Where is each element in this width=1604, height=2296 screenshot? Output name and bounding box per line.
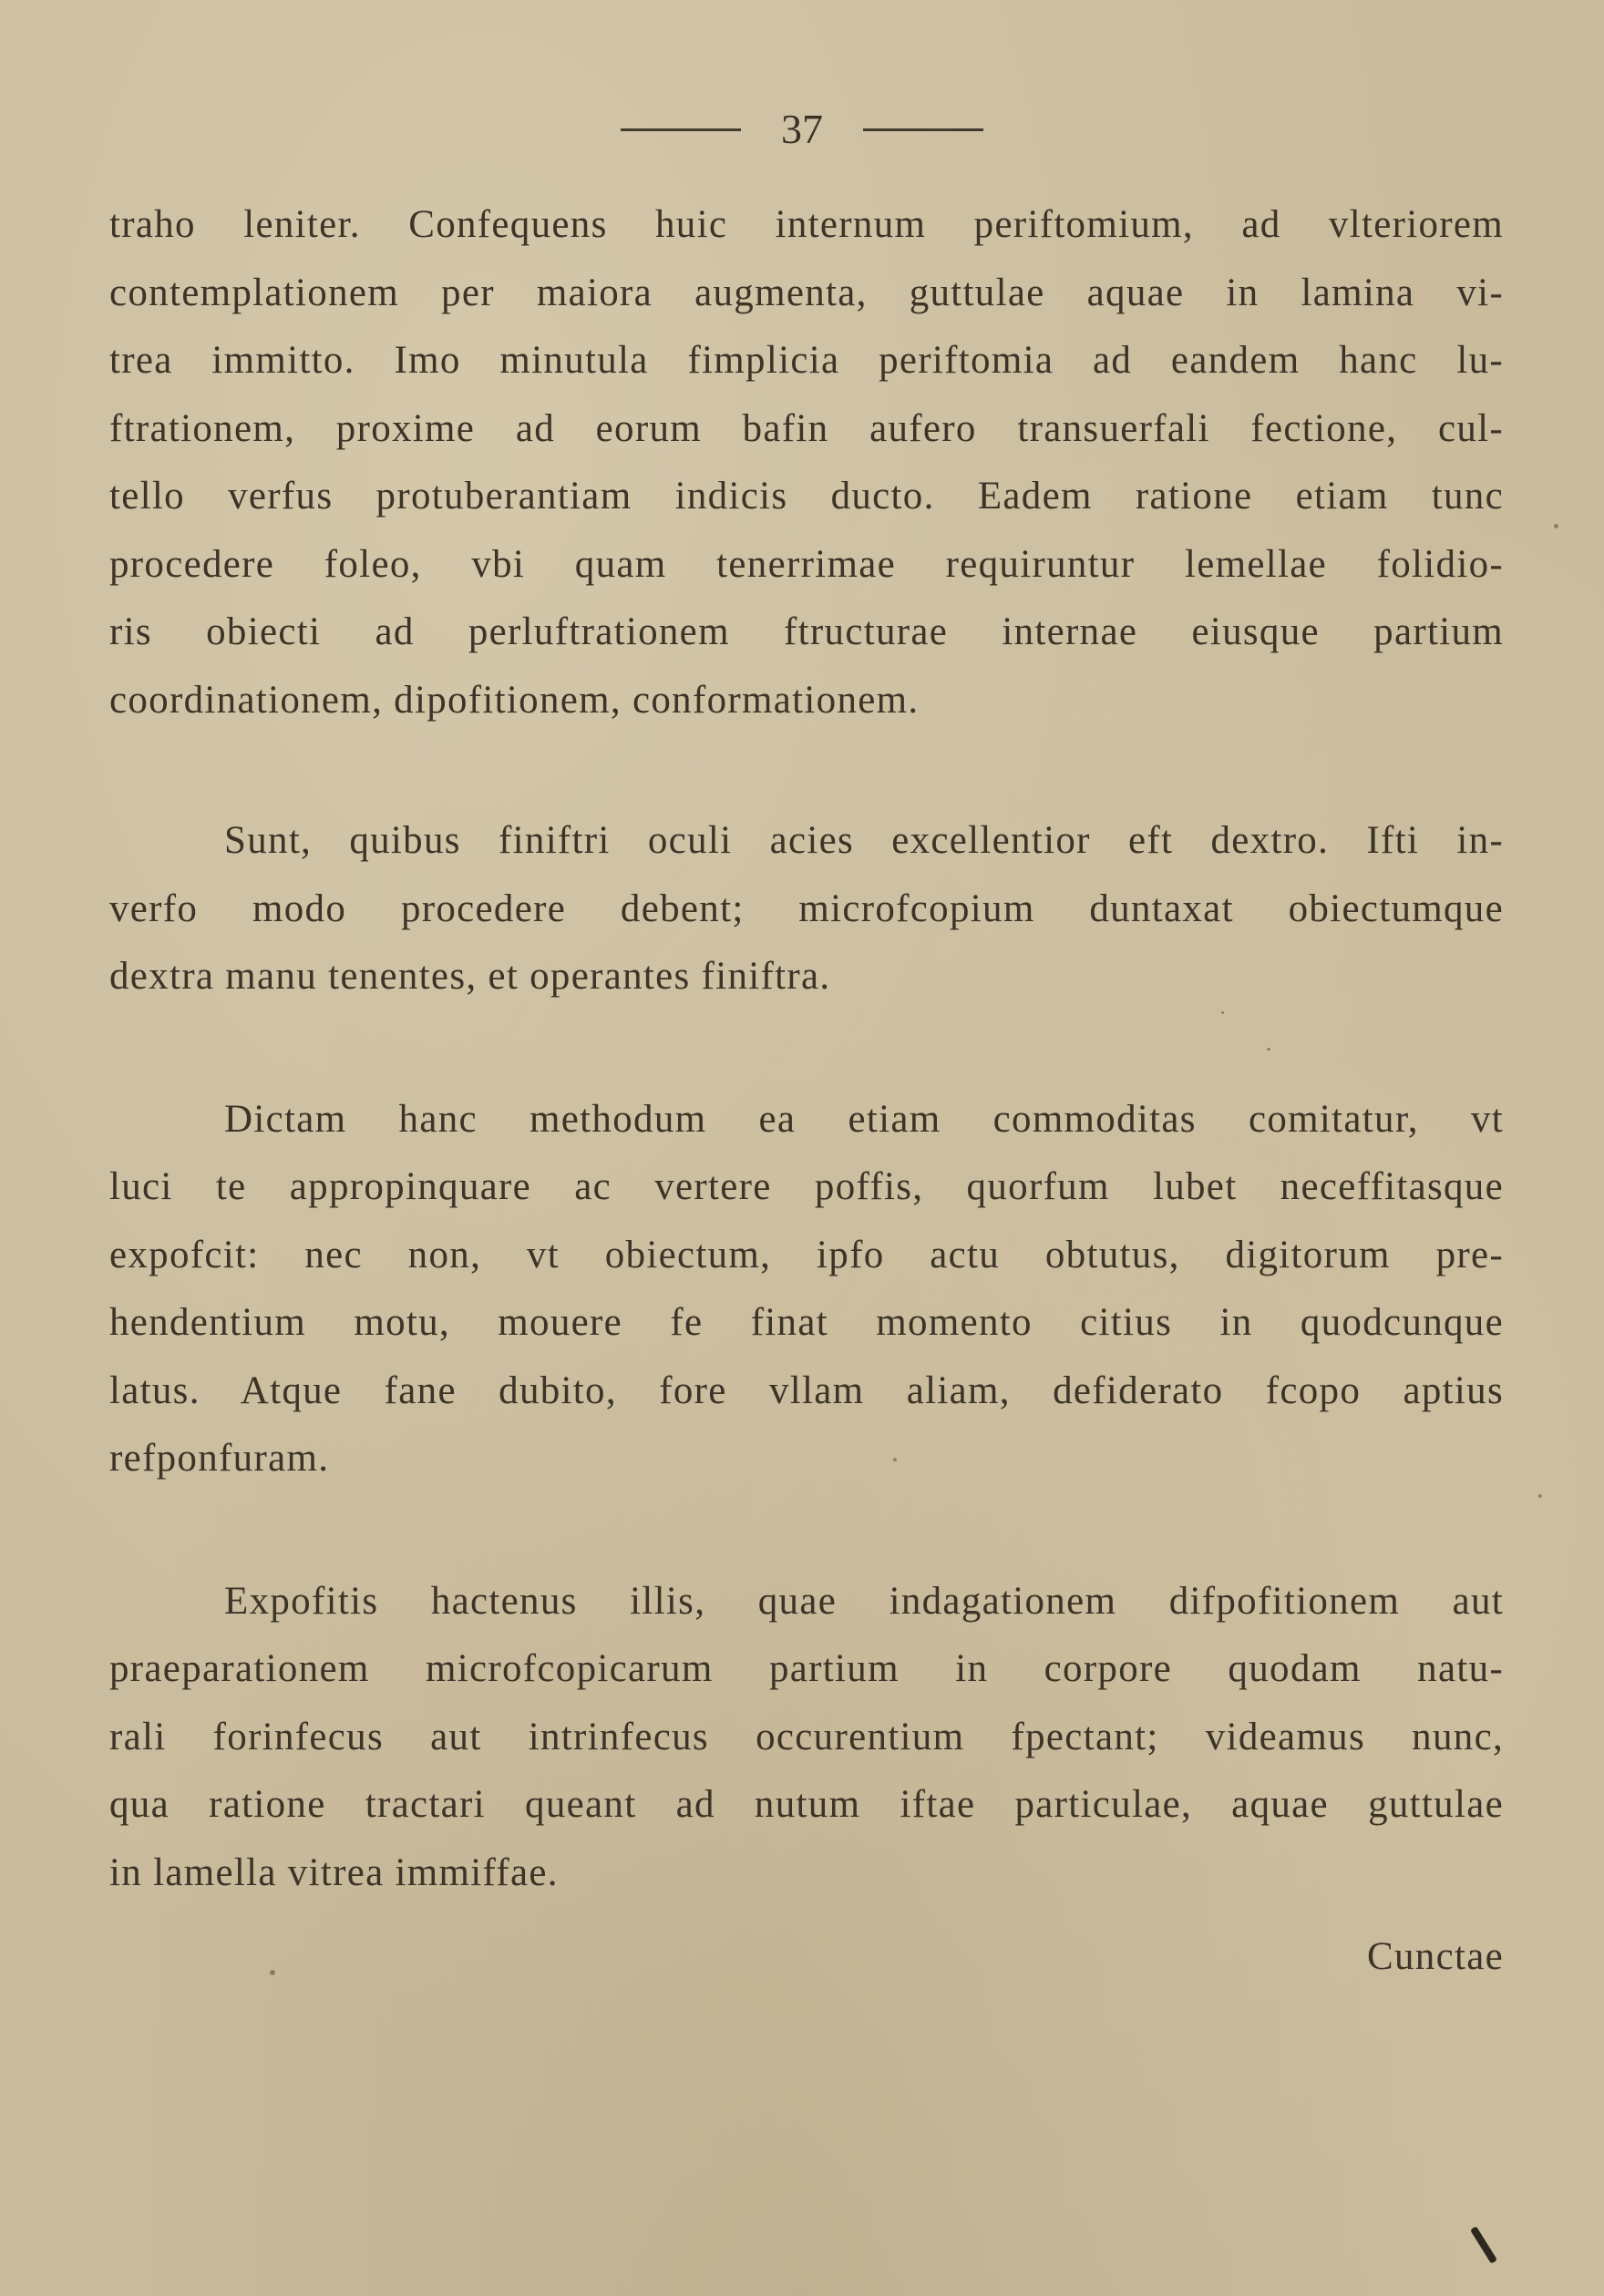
paragraph-1 — [109, 191, 1504, 734]
paragraph-3 — [109, 1086, 1504, 1493]
text-line: tello verfus protuberantiam indicis ducto. Eadem ratione etiam tunc — [109, 475, 1504, 518]
paragraph-2 — [109, 807, 1504, 1011]
body-text — [109, 191, 1504, 1907]
text-line: Sunt, quibus finiftri oculi acies excellentior eft dextro. Ifti in- — [224, 819, 1504, 862]
paper-speck — [1554, 524, 1558, 528]
text-line: ftrationem, proxime ad eorum bafin aufero transuerfali fectione, cul- — [109, 406, 1504, 450]
paper-speck — [1538, 1494, 1542, 1498]
text-line: praeparationem microfcopicarum partium in corpore quodam natu- — [109, 1647, 1504, 1690]
text-line: trea immitto. Imo minutula fimplicia periftomia ad eandem hanc lu- — [109, 339, 1504, 382]
text-line: procedere foleo, vbi quam tenerrimae requiruntur lemellae folidio- — [109, 542, 1504, 586]
text-line: expofcit: nec non, vt obiectum, ipfo actu obtutus, digitorum pre- — [109, 1233, 1504, 1276]
header-rule-left — [621, 128, 741, 131]
catchword: Cunctae — [1367, 1935, 1504, 1978]
text-line: qua ratione tractari queant ad nutum iftae particulae, aquae guttulae — [109, 1783, 1504, 1826]
paper-speck — [893, 1458, 897, 1461]
ink-mark — [1470, 2226, 1497, 2264]
text-line: traho leniter. Confequens huic internum periftomium, ad vlteriorem — [109, 203, 1504, 246]
text-line: ris obiecti ad perluftrationem ftructurae internae eiusque partium — [109, 610, 1504, 653]
text-line: luci te appropinquare ac vertere poffis, quorfum lubet neceffitasque — [109, 1165, 1504, 1208]
text-line: coordinationem, dipofitionem, conformationem. — [109, 678, 920, 722]
text-line: refponfuram. — [109, 1437, 330, 1480]
paper-speck — [1267, 1048, 1270, 1051]
text-line: rali forinfecus aut intrinfecus occurentium fpectant; videamus nunc, — [109, 1715, 1504, 1758]
running-head — [0, 102, 1604, 157]
paragraph-4 — [109, 1568, 1504, 1908]
text-line: latus. Atque fane dubito, fore vllam aliam, defiderato fcopo aptius — [109, 1368, 1504, 1412]
text-line: hendentium motu, mouere fe finat momento citius in quodcunque — [109, 1301, 1504, 1344]
header-rule-right — [863, 128, 983, 131]
page-number: 37 — [781, 106, 823, 152]
text-line: contemplationem per maiora augmenta, guttulae aquae in lamina vi- — [109, 271, 1504, 314]
text-line: Dictam hanc methodum ea etiam commoditas comitatur, vt — [224, 1097, 1504, 1141]
paper-speck — [270, 1970, 275, 1975]
paper-speck — [1221, 1011, 1224, 1014]
text-line: in lamella vitrea immiffae. — [109, 1850, 559, 1894]
text-line: Expofitis hactenus illis, quae indagationem difpofitionem aut — [224, 1579, 1504, 1623]
text-line: verfo modo procedere debent; microfcopium duntaxat obiectumque — [109, 887, 1504, 930]
text-line: dextra manu tenentes, et operantes finiftra. — [109, 955, 831, 998]
